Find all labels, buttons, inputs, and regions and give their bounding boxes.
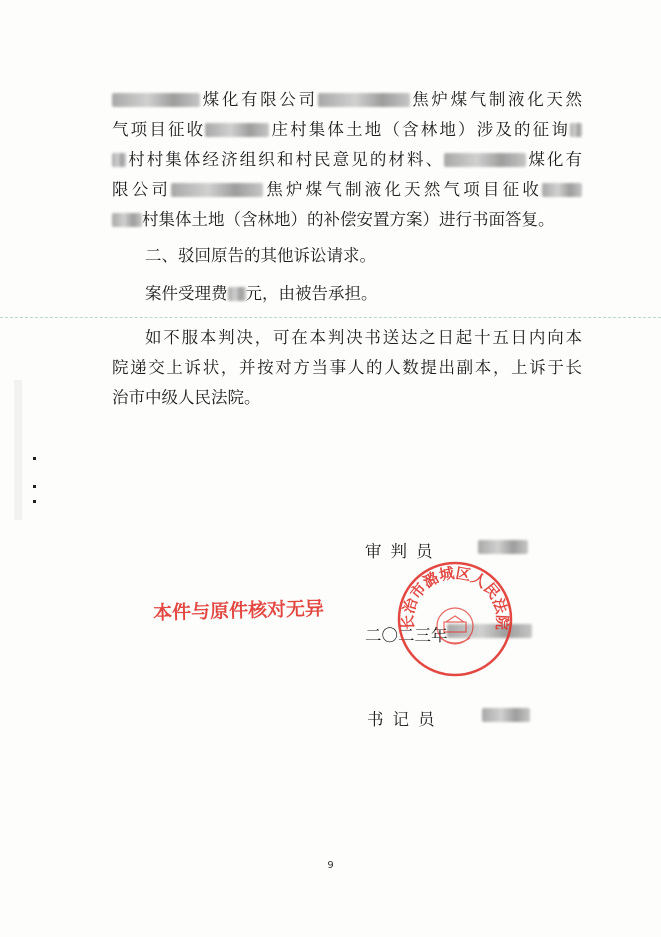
body-line [112, 120, 582, 140]
court-seal [396, 560, 514, 678]
body-text: 焦炉煤气制液化天然 [409, 90, 582, 109]
body-text: 限公司 [112, 180, 172, 199]
redacted-text [112, 213, 142, 227]
redacted-clerk-name [482, 708, 530, 722]
body-line [112, 150, 582, 170]
body-line [112, 90, 582, 110]
scan-dot [33, 485, 36, 488]
page-number: 9 [327, 860, 334, 871]
svg-text:长治市潞城区人民法院: 长治市潞城区人民法院 [398, 563, 512, 631]
judge-label: 审判员 [365, 542, 442, 561]
body-text: 煤化有 [526, 150, 583, 169]
redacted-text [112, 153, 126, 167]
body-text: 庄村集体土地（含林地）涉及的征询 [269, 120, 571, 139]
body-text: 村集体土地（含林地）的补偿安置方案）进行书面答复。 [142, 210, 555, 229]
body-text: 二、驳回原告的其他诉讼请求。 [145, 246, 376, 265]
body-line [112, 210, 582, 230]
judgment-date: 二〇二三年 [365, 626, 448, 645]
body-line [145, 328, 582, 348]
scan-divider [0, 317, 661, 318]
body-text: 院递交上诉状，并按对方当事人的人数提出副本，上诉于长 [112, 358, 582, 377]
body-text: 案件受理费 [145, 284, 228, 303]
body-line [145, 246, 582, 266]
body-text: 煤化有限公司 [200, 90, 318, 109]
redacted-text [570, 123, 582, 137]
body-text: 气项目征收 [112, 120, 206, 139]
body-line [112, 388, 582, 408]
body-line [112, 180, 582, 200]
body-text: 元，由被告承担。 [245, 284, 378, 303]
body-text: 治市中级人民法院。 [112, 388, 261, 407]
redacted-text [171, 183, 263, 197]
national-emblem-icon [437, 608, 473, 644]
redacted-text [228, 287, 246, 301]
scan-artifact [14, 380, 22, 520]
redacted-text [318, 93, 410, 107]
clerk-label: 书记员 [367, 710, 444, 729]
scan-dot [33, 500, 36, 503]
scan-dot [33, 457, 36, 460]
body-line [145, 284, 582, 304]
copy-verification-stamp: 本件与原件核对无异 [152, 597, 325, 625]
redacted-text [542, 183, 582, 197]
body-text: 村村集体经济组织和村民意见的材料、 [126, 150, 445, 169]
redacted-judge-name [478, 540, 528, 554]
body-text: 焦炉煤气制液化天然气项目征收 [263, 180, 543, 199]
body-text: 如不服本判决，可在本判决书送达之日起十五日内向本 [145, 328, 582, 347]
redacted-text [444, 153, 526, 167]
body-line [112, 358, 582, 378]
redacted-text [205, 123, 269, 137]
redacted-text [112, 93, 200, 107]
